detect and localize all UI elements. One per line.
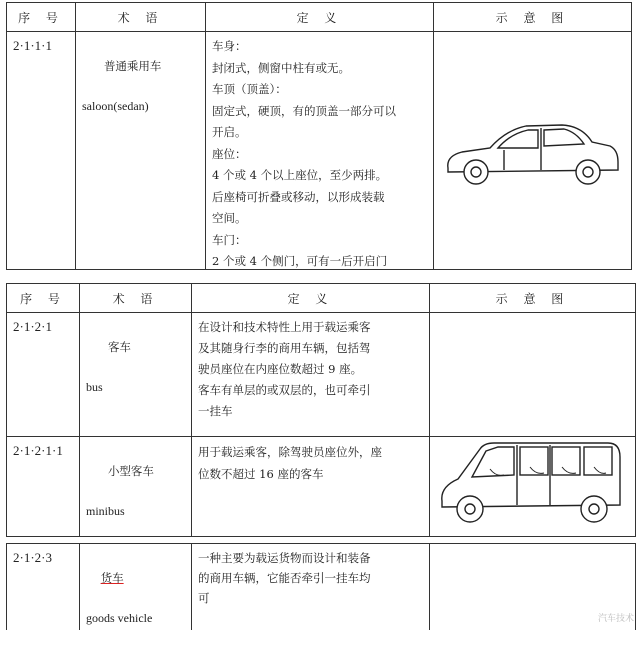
term-cn: 货车 (100, 571, 124, 585)
term-en: saloon(sedan) (82, 99, 149, 113)
figure-cell (429, 313, 635, 436)
term-en: goods vehicle (86, 611, 153, 625)
term-cn: 普通乘用车 (103, 59, 162, 73)
header-no: 序 号 (18, 11, 64, 25)
table-row (7, 31, 631, 269)
header-def: 定 义 (205, 3, 433, 31)
row-number: 2·1·2·3 (13, 550, 52, 565)
term-cell (79, 437, 191, 536)
term-cell (79, 544, 191, 630)
header-term: 术 语 (75, 3, 205, 31)
definition-cell: 用于载运乘客，除驾驶员座位外，座 位数不超过 16 座的客车 (191, 437, 429, 536)
definition-cell: 在设计和技术特性上用于载运乘客 及其随身行李的商用车辆，包括驾 驶员座位在内座位数超过 9 座。 客车有单层的或双层的，也可牵引 一挂车 (191, 313, 429, 436)
term-cell (75, 32, 205, 269)
row-number: 2·1·2·1 (13, 319, 52, 334)
term-en: bus (86, 380, 103, 394)
term-cn: 客车 (107, 340, 131, 354)
table-row (7, 436, 635, 536)
table-passenger-car (6, 2, 632, 270)
header-term: 术 语 (79, 284, 191, 312)
header-no: 序 号 (20, 292, 66, 306)
table-row (7, 312, 635, 436)
row-number: 2·1·1·1 (13, 38, 52, 53)
definition-cell: 车身： 封闭式，侧窗中柱有或无。 车顶（顶盖）： 固定式，硬顶，有的顶盖一部分可以 开启。 座位： 4 个或 4 个以上座位，至少两排。 后座椅可折叠或移动，以形成装载 空间。 车门： 2 个或 4 个侧门，可有一后开启门 (205, 32, 433, 269)
header-fig: 示 意 图 (429, 284, 635, 312)
row-number: 2·1·2·1·1 (13, 443, 63, 458)
watermark: 汽车技术 (597, 614, 634, 624)
definition-cell: 一种主要为载运货物而设计和装备 的商用车辆，它能否牵引一挂车均 可 (191, 544, 429, 630)
table-goods-vehicle (6, 543, 636, 630)
header-fig: 示 意 图 (433, 3, 631, 31)
term-cn: 小型客车 (107, 464, 154, 478)
figure-cell (433, 32, 631, 269)
sedan-car-icon (442, 116, 622, 196)
term-cell (79, 313, 191, 436)
minibus-icon (436, 439, 626, 531)
table-bus (6, 283, 636, 537)
figure-cell (429, 437, 635, 536)
header-def: 定 义 (191, 284, 429, 312)
term-en: minibus (86, 504, 125, 518)
